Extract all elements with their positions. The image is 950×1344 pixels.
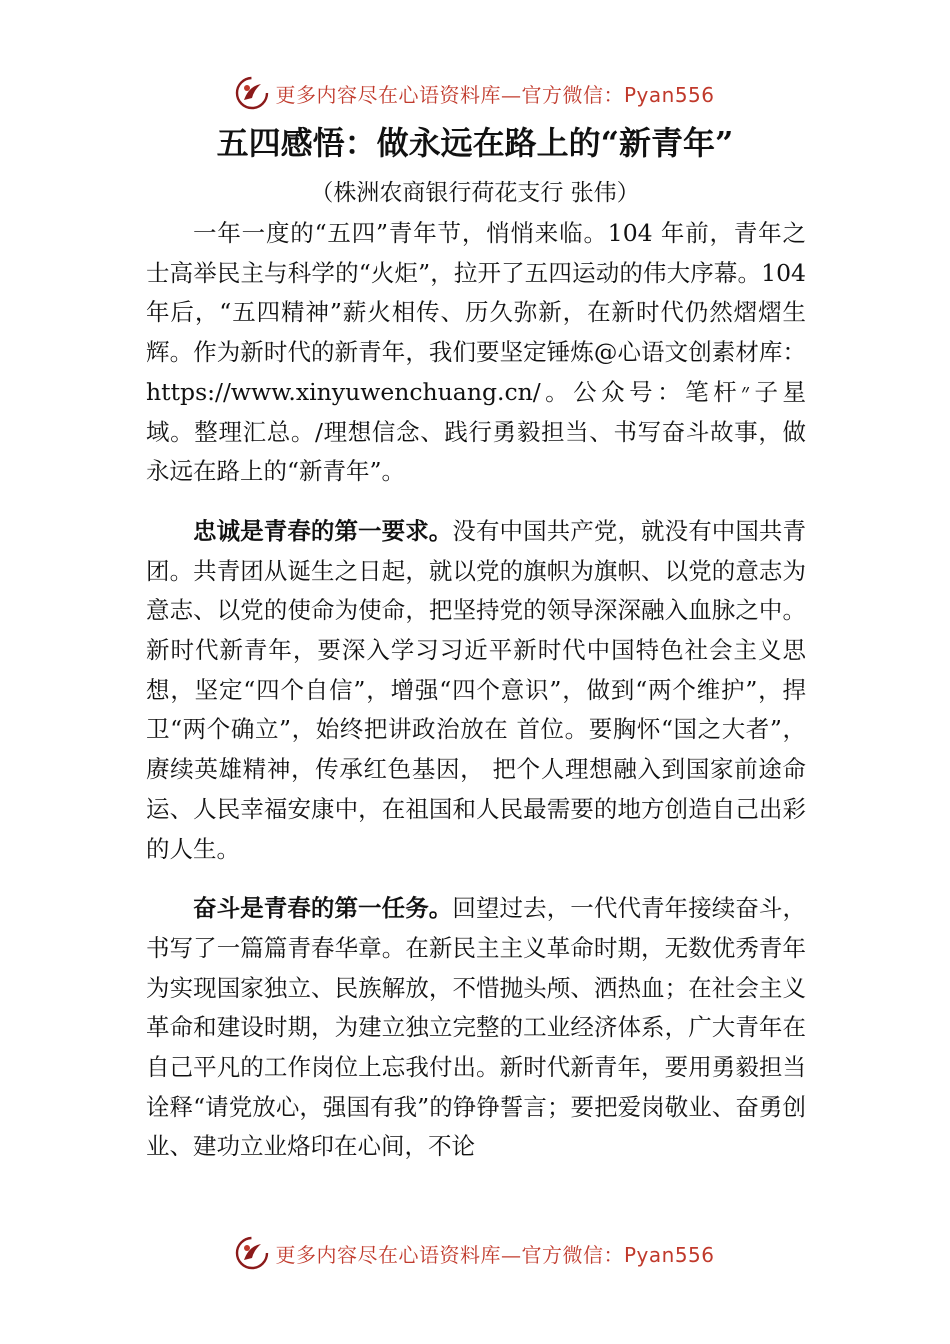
paragraph-2-text: 没有中国共产党，就没有中国共青团。共青团从诞生之日起，就以党的旗帜为旗帜、以党的意志为意志、以党的使命为使命，把坚持党的领导深深融入血脉之中。新时代新青年，要深入学习习近平新时代中国特色社会主义思想，坚定“四个自信”，增强“四个意识”，做到“两个维护”，捍卫“两个确立”，始终把讲政治放在 首位。要胸怀“国之大者”，赓续英雄精神，传承红色基因， 把个人理想融入到国家前途命运、人民幸福安康中，在祖国和人民最需要的地方创造自己出彩的人生。 (146, 516, 807, 863)
author-byline: （株洲农商银行荷花支行 张伟） (310, 180, 640, 206)
banner-separator: — (500, 1242, 522, 1267)
paragraph-2 (146, 512, 806, 869)
banner-text (275, 79, 714, 108)
banner-separator: — (500, 82, 522, 107)
paragraph-2-lead: 忠诚是青春的第一要求。 (193, 516, 453, 545)
header-banner (0, 73, 950, 113)
xinyu-logo-icon (235, 76, 269, 110)
footer-banner (0, 1233, 950, 1273)
banner-wechat-id: Pyan556 (623, 82, 715, 107)
banner-official-label: 官方微信： (521, 1242, 624, 1267)
banner-official-label: 官方微信： (521, 82, 624, 107)
xinyu-logo-icon (235, 1236, 269, 1270)
paragraph-1 (146, 214, 806, 492)
article-body (146, 214, 806, 1167)
paragraph-3-lead: 奋斗是青春的第一任务。 (193, 894, 453, 923)
page-title: 五四感悟：做永远在路上的“新青年” (216, 124, 734, 162)
banner-slogan: 更多内容尽在心语资料库 (275, 1242, 501, 1267)
banner-text (275, 1239, 714, 1268)
banner-slogan: 更多内容尽在心语资料库 (275, 82, 501, 107)
paragraph-3-text: 回望过去，一代代青年接续奋斗，书写了一篇篇青春华章。在新民主主义革命时期，无数优秀青年为实现国家独立、民族解放，不惜抛头颅、洒热血；在社会主义革命和建设时期，为建立独立完整的工业经济体系，广大青年在自己平凡的工作岗位上忘我付出。新时代新青年，要用勇毅担当诠释“请党放心，强国有我”的铮铮誓言；要把爱岗敬业、奋勇创业、建功立业烙印在心间，不论 (146, 894, 807, 1161)
paragraph-3 (146, 889, 806, 1167)
banner-wechat-id: Pyan556 (623, 1242, 715, 1267)
paragraph-1-text: 一年一度的“五四”青年节，悄悄来临。104 年前，青年之士高举民主与科学的“火炬”，拉开了五四运动的伟大序幕。104 年后，“五四精神”薪火相传、历久弥新，在新时代仍然熠熠生辉。作为新时代的新青年，我们要坚定锤炼@心语文创素材库：https://www.xinyuwenchuang.cn/。公众号：笔杆״子星域。整理汇总。/理想信念、践行勇毅担当、书写奋斗故事，做永远在路上的“新青年”。 (146, 219, 807, 486)
